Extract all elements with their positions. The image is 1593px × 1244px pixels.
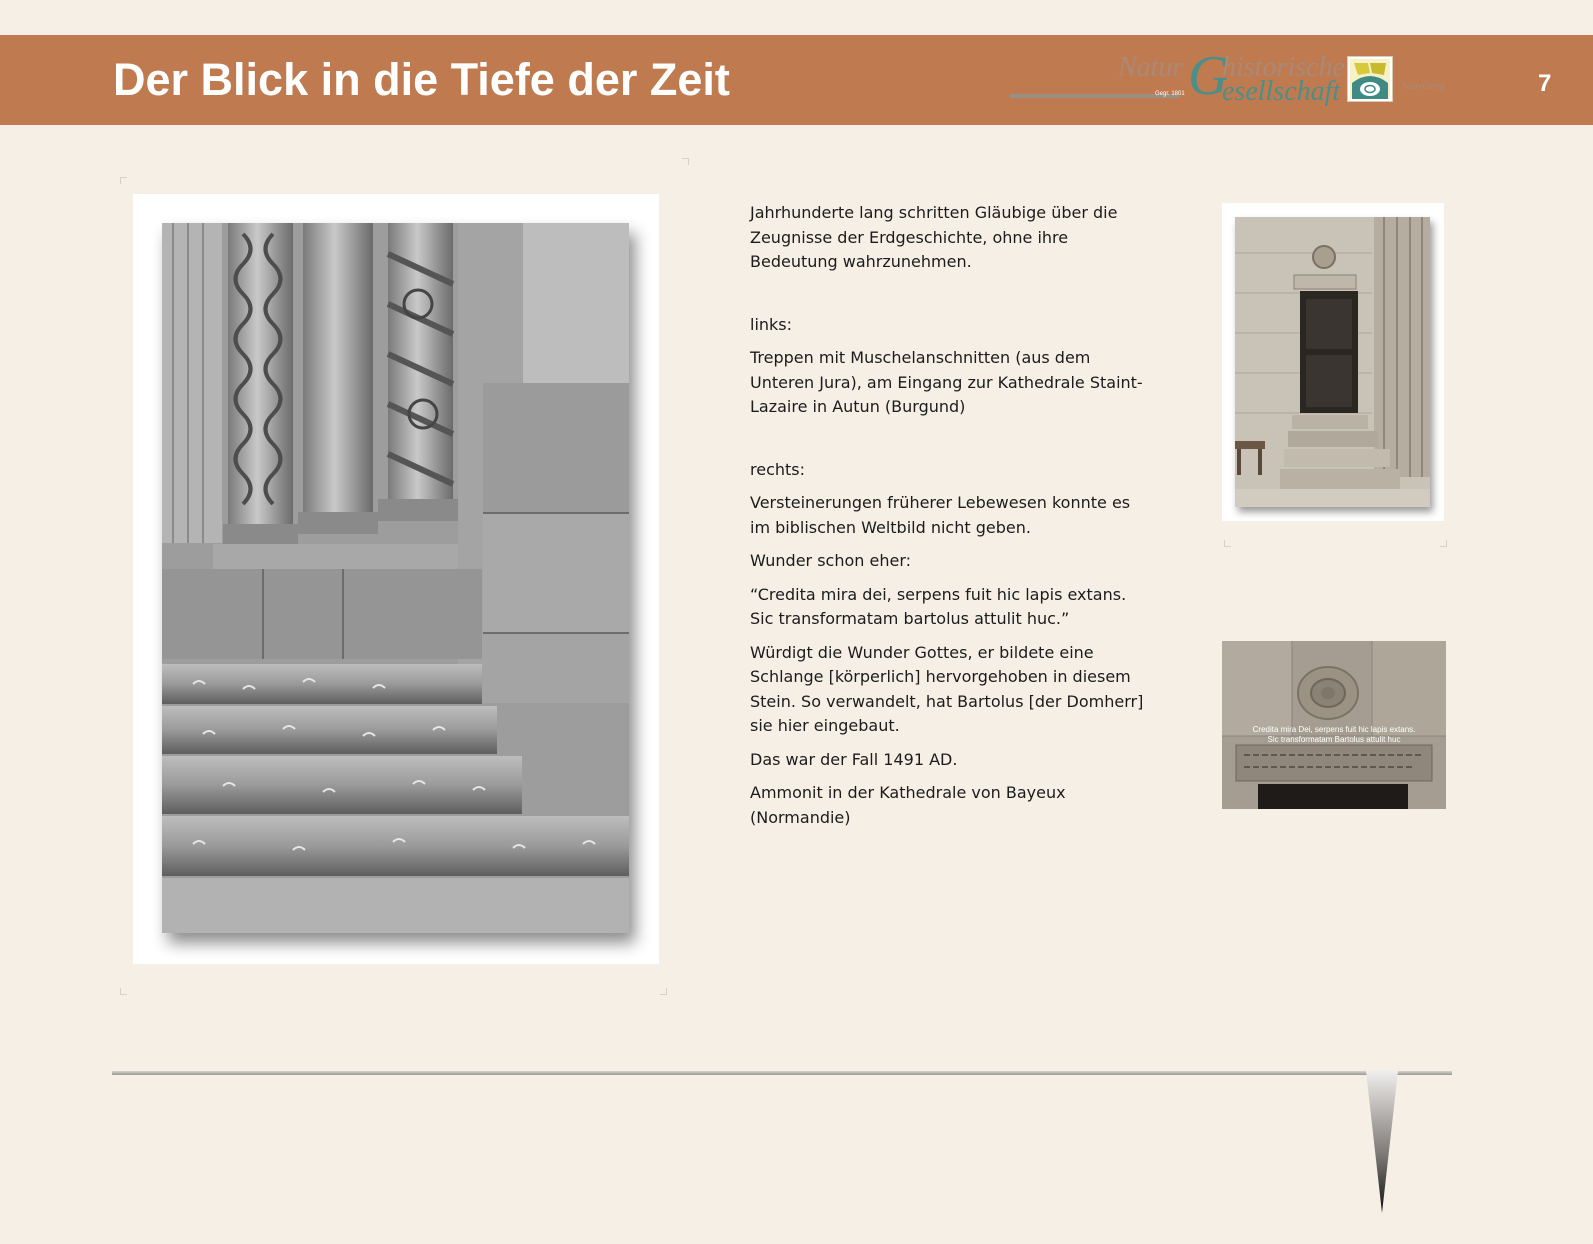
logo-founded: Gegr. 1801 bbox=[1155, 91, 1185, 97]
frame-corner-mark bbox=[660, 988, 667, 995]
frame-corner-mark bbox=[682, 158, 689, 165]
logo-letter-g: G bbox=[1188, 45, 1229, 107]
frame-corner-mark bbox=[1224, 540, 1231, 547]
right-paragraph: Wunder schon eher: bbox=[750, 551, 911, 570]
page-number: 7 bbox=[1538, 70, 1552, 97]
society-logo bbox=[1010, 45, 1455, 112]
inscription-overlay-line1: Credita mira Dei, serpens fuit hic lapis extans. bbox=[1252, 725, 1416, 734]
left-caption: Treppen mit Muschelanschnitten (aus dem Unteren Jura), am Eingang zur Kathedrale Staint-Lazaire in Autun (Burgund) bbox=[750, 348, 1143, 416]
logo-word-natur: Natur bbox=[1118, 52, 1184, 83]
quote-translation: Würdigt die Wunder Gottes, er bildete eine Schlange [körperlich] hervorgehoben in diesem Stein. So verwandelt, hat Bartolus [der Domherr] sie hier eingebaut. bbox=[750, 642, 1144, 735]
logo-city: Nürnberg bbox=[1402, 80, 1445, 92]
location-note: Ammonit in der Kathedrale von Bayeux (Normandie) bbox=[750, 783, 1066, 827]
intro-paragraph: Jahrhunderte lang schritten Gläubige über die Zeugnisse der Erdgeschichte, ohne ihre Bedeutung wahrzunehmen. bbox=[750, 203, 1118, 271]
cathedral-door-photo bbox=[1222, 203, 1444, 521]
logo-word-gesellschaft: esellschaft bbox=[1222, 76, 1341, 107]
ammonite-inscription-photo bbox=[1222, 641, 1446, 809]
year-note: Das war der Fall 1491 AD. bbox=[750, 749, 958, 769]
footer-pointer-icon bbox=[1364, 1071, 1400, 1213]
frame-corner-mark bbox=[1440, 540, 1447, 547]
right-paragraph: Versteinerungen früherer Lebewesen konnte es im biblischen Weltbild nicht geben. bbox=[750, 493, 1131, 537]
cathedral-steps-photo bbox=[133, 194, 659, 964]
footer-divider bbox=[112, 1071, 1452, 1075]
inscription-overlay-line2: Sic transformatam Bartolus attulit huc bbox=[1267, 735, 1401, 744]
right-heading: rechts: bbox=[750, 459, 806, 479]
left-heading: links: bbox=[750, 314, 793, 334]
ammonite-emblem-icon bbox=[1347, 56, 1393, 102]
latin-quote: “Credita mira dei, serpens fuit hic lapis extans. Sic transformatam bartolus attulit huc.” bbox=[750, 584, 1127, 628]
logo-word-historische: historische bbox=[1222, 52, 1345, 83]
description-text bbox=[750, 201, 1150, 839]
page-title: Der Blick in die Tiefe der Zeit bbox=[113, 54, 730, 105]
frame-corner-mark bbox=[120, 177, 127, 184]
frame-corner-mark bbox=[120, 988, 127, 995]
